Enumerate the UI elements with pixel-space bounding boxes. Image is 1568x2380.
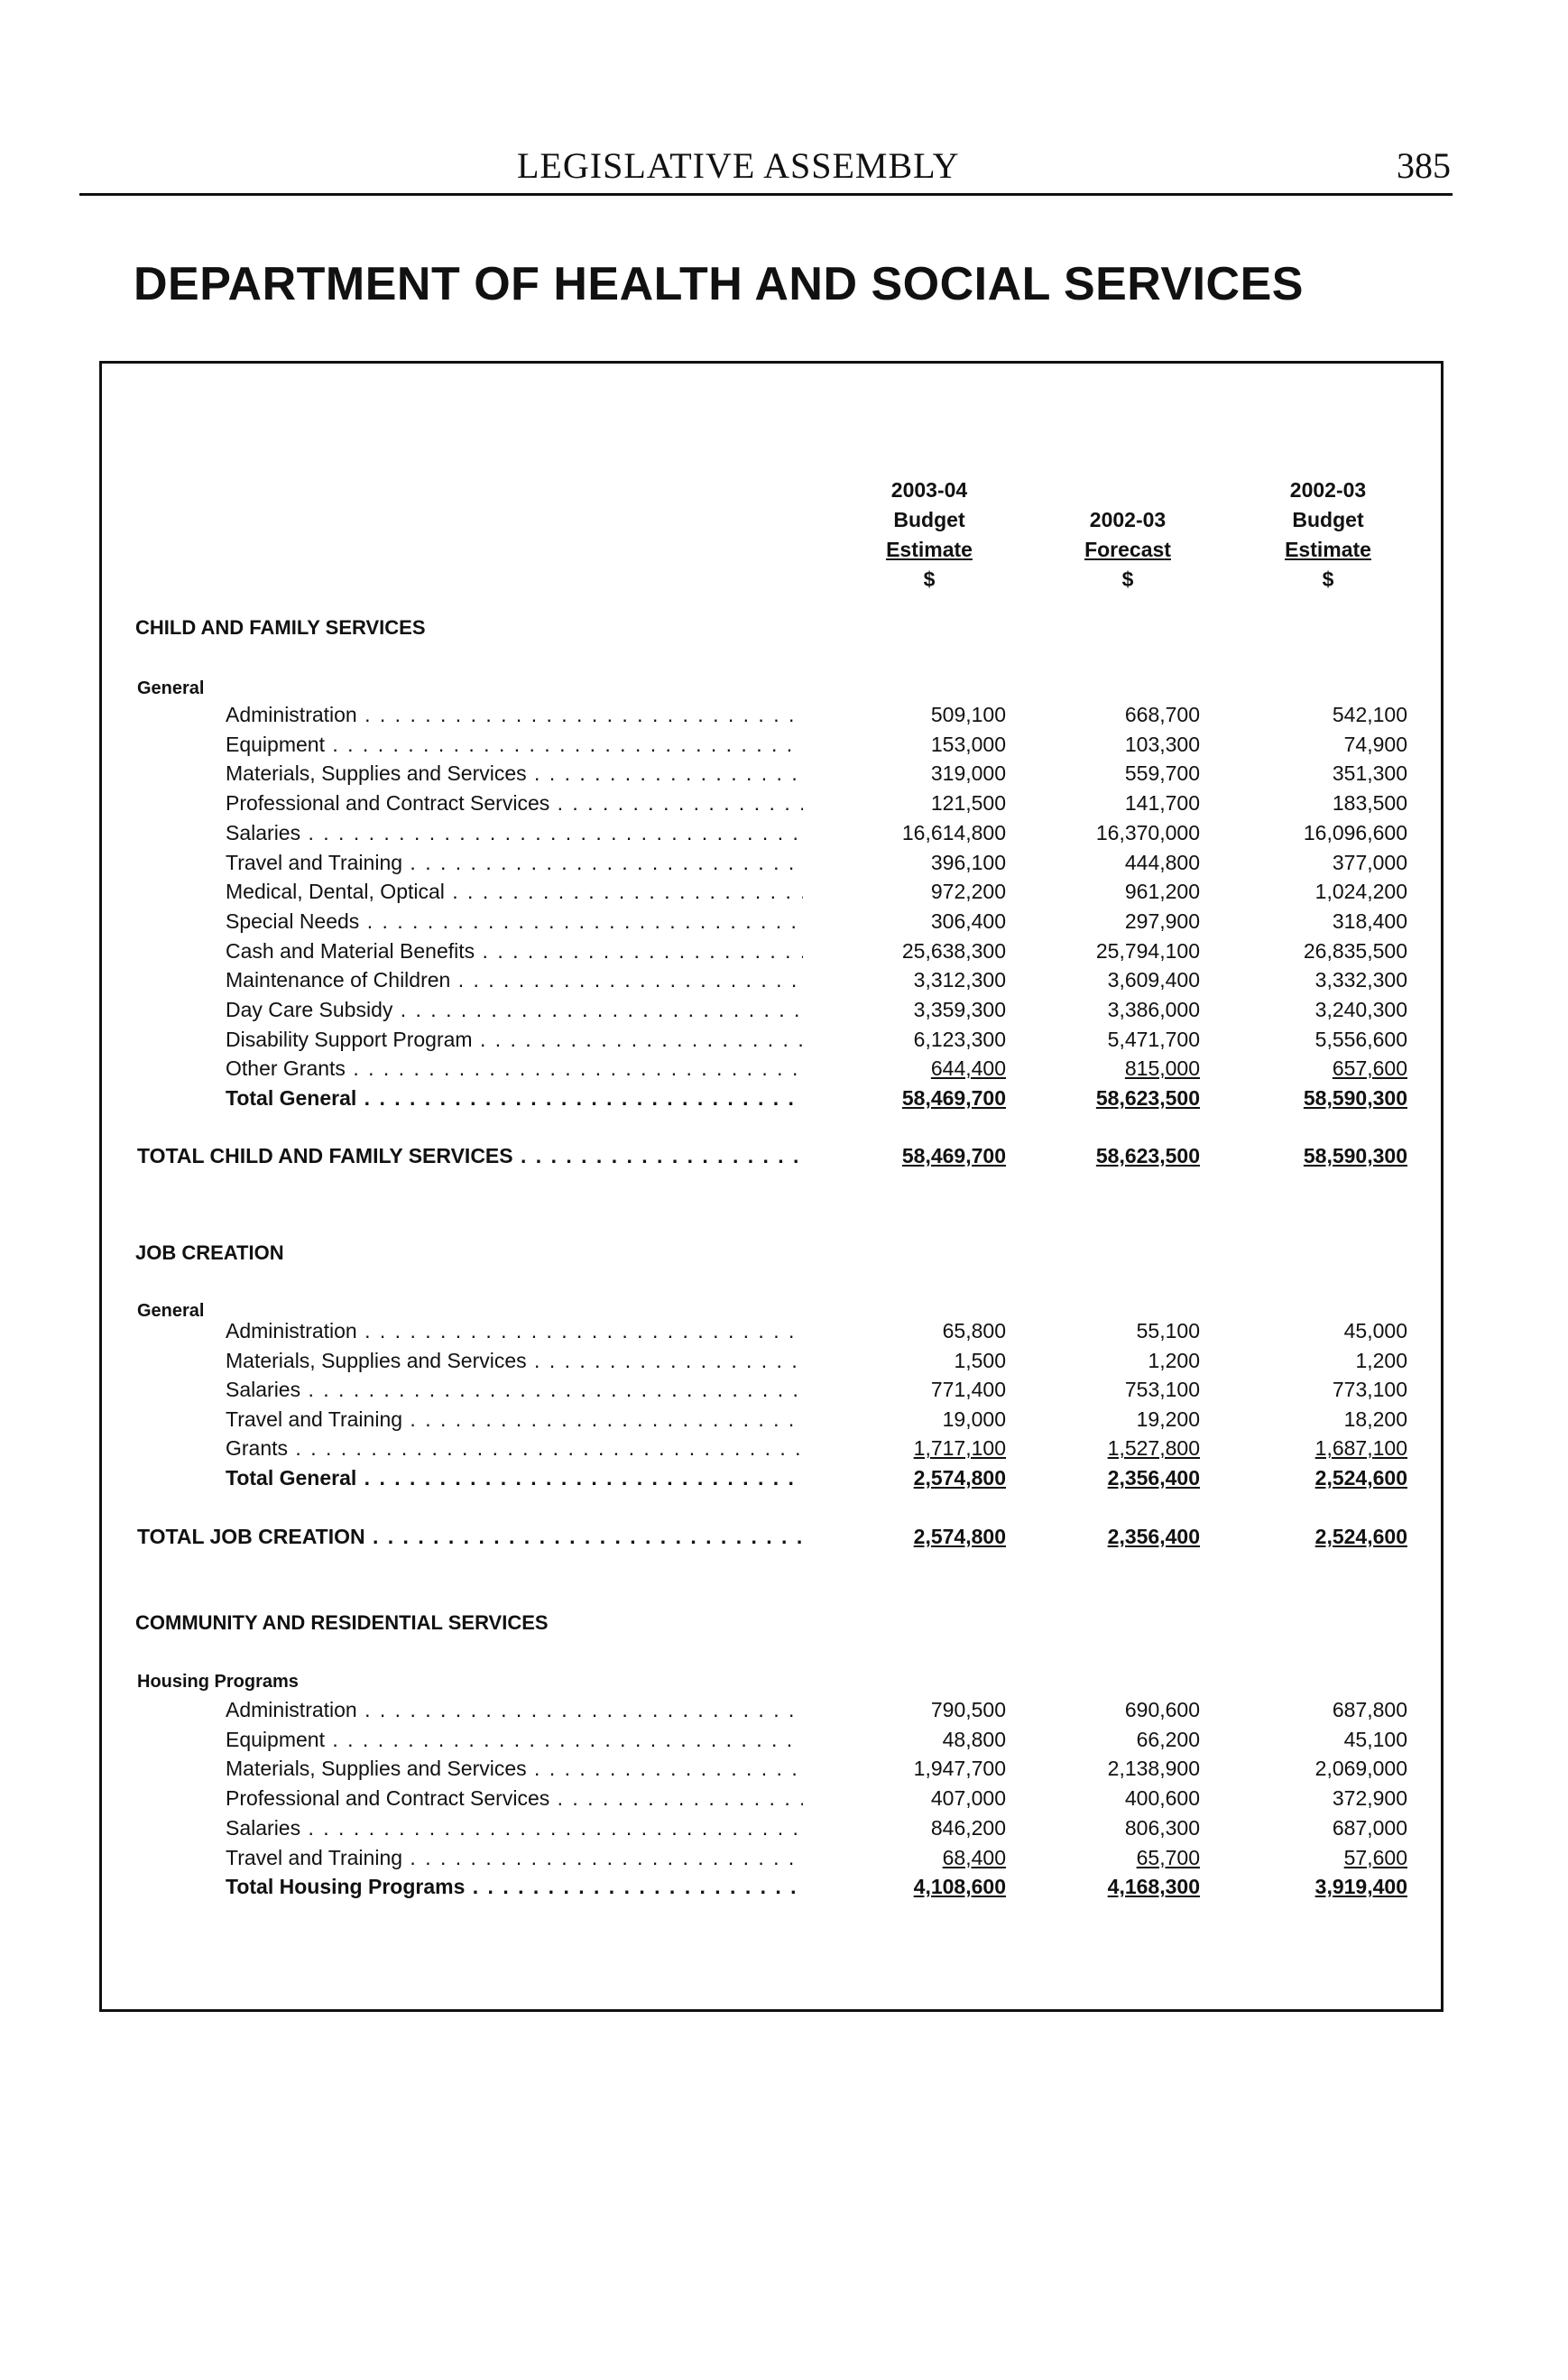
row-label: Administration . . . <box>226 1319 803 1343</box>
row-value-col2: 690,600 <box>1124 1698 1200 1721</box>
row-value-col2: 103,300 <box>1124 732 1200 756</box>
grand-total-label: TOTAL JOB CREATION . . . <box>137 1525 803 1549</box>
row-value-col1: 1,947,700 <box>913 1757 1006 1781</box>
row-value-col3: 5,556,600 <box>1314 1027 1407 1051</box>
row-label: Special Needs . . . <box>226 909 803 934</box>
row-value-col2: 16,370,000 <box>1095 820 1200 844</box>
column-header-type: 2002-03 <box>1089 508 1167 531</box>
row-value-col2: 5,471,700 <box>1107 1027 1200 1051</box>
row-label: Maintenance of Children . . . <box>226 968 803 992</box>
column-header-kind: Estimate <box>886 538 973 561</box>
row-value-col2: 1,200 <box>1148 1348 1200 1372</box>
row-value-col1: 3,359,300 <box>913 998 1006 1021</box>
row-value-col1: 2,574,800 <box>913 1466 1006 1490</box>
table-row <box>0 909 1568 939</box>
row-label: Administration . . . <box>226 1698 803 1722</box>
row-value-col1: 319,000 <box>930 761 1006 786</box>
grand-total-value-col1: 58,469,700 <box>901 1144 1006 1167</box>
grand-total-value-col1: 2,574,800 <box>913 1525 1006 1548</box>
row-value-col3: 657,600 <box>1332 1056 1407 1081</box>
row-value-col3: 687,800 <box>1332 1698 1407 1721</box>
table-total-row <box>0 1875 1568 1905</box>
table-row <box>0 1378 1568 1407</box>
column-header-kind: Forecast <box>1084 538 1171 561</box>
row-value-col3: 1,024,200 <box>1314 880 1407 904</box>
row-label: Total General . . . <box>226 1466 803 1490</box>
row-label: Salaries . . . <box>226 821 803 845</box>
row-value-col2: 297,900 <box>1124 909 1200 933</box>
row-value-col1: 6,123,300 <box>913 1027 1006 1051</box>
row-value-col2: 19,200 <box>1136 1407 1200 1431</box>
row-value-col1: 65,800 <box>942 1319 1006 1342</box>
row-value-col3: 58,590,300 <box>1303 1086 1407 1111</box>
table-row <box>0 1028 1568 1057</box>
row-value-col1: 58,469,700 <box>901 1086 1006 1111</box>
column-header-1 <box>821 475 1038 595</box>
grand-total-row <box>0 1144 1568 1174</box>
row-value-col3: 57,600 <box>1343 1845 1407 1869</box>
row-value-col3: 377,000 <box>1332 850 1407 874</box>
row-value-col1: 121,500 <box>930 791 1006 816</box>
table-total-row <box>0 1466 1568 1496</box>
row-value-col2: 141,700 <box>1124 791 1200 816</box>
table-row <box>0 1436 1568 1466</box>
row-label: Day Care Subsidy . . . <box>226 998 803 1022</box>
row-value-col1: 48,800 <box>942 1727 1006 1751</box>
row-value-col2: 2,356,400 <box>1107 1466 1200 1490</box>
row-value-col1: 16,614,800 <box>901 820 1006 844</box>
running-head <box>79 143 1453 196</box>
row-value-col1: 771,400 <box>930 1378 1006 1402</box>
column-header-unit: $ <box>923 567 936 591</box>
table-row <box>0 968 1568 998</box>
row-value-col3: 687,000 <box>1332 1815 1407 1840</box>
column-header-3 <box>1220 475 1436 595</box>
table-row <box>0 821 1568 851</box>
row-value-col2: 961,200 <box>1124 880 1200 904</box>
column-header-unit: $ <box>1322 567 1334 591</box>
row-label: Materials, Supplies and Services . . . <box>226 761 803 786</box>
row-value-col2: 559,700 <box>1124 761 1200 786</box>
group-title-housing-programs: Housing Programs <box>137 1672 299 1692</box>
row-value-col2: 806,300 <box>1124 1815 1200 1840</box>
row-value-col3: 74,900 <box>1343 732 1407 756</box>
grand-total-value-col3: 2,524,600 <box>1314 1525 1407 1548</box>
table-row <box>0 998 1568 1028</box>
row-value-col1: 306,400 <box>930 909 1006 933</box>
table-row <box>0 1407 1568 1437</box>
row-value-col3: 16,096,600 <box>1303 820 1407 844</box>
row-value-col2: 55,100 <box>1136 1319 1200 1342</box>
table-row <box>0 1816 1568 1846</box>
row-value-col2: 4,168,300 <box>1107 1875 1200 1899</box>
row-value-col3: 1,200 <box>1355 1348 1407 1372</box>
column-header-year: 2003-04 <box>890 478 968 502</box>
row-value-col3: 372,900 <box>1332 1786 1407 1811</box>
row-label: Travel and Training . . . <box>226 851 803 875</box>
row-value-col2: 2,138,900 <box>1107 1757 1200 1781</box>
page-title: DEPARTMENT OF HEALTH AND SOCIAL SERVICES <box>134 258 1304 310</box>
row-value-col3: 18,200 <box>1343 1407 1407 1431</box>
table-row <box>0 880 1568 909</box>
row-value-col3: 1,687,100 <box>1314 1436 1407 1461</box>
table-row <box>0 1757 1568 1786</box>
row-value-col2: 66,200 <box>1136 1727 1200 1751</box>
column-header-kind: Estimate <box>1285 538 1371 561</box>
row-label: Materials, Supplies and Services . . . <box>226 1757 803 1781</box>
row-value-col2: 400,600 <box>1124 1786 1200 1811</box>
row-value-col3: 318,400 <box>1332 909 1407 933</box>
table-row <box>0 791 1568 821</box>
grand-total-row <box>0 1525 1568 1554</box>
row-value-col3: 542,100 <box>1332 703 1407 726</box>
row-value-col1: 1,717,100 <box>913 1436 1006 1461</box>
row-value-col3: 3,919,400 <box>1314 1875 1407 1899</box>
table-row <box>0 1319 1568 1349</box>
row-value-col2: 444,800 <box>1124 850 1200 874</box>
row-value-col3: 2,069,000 <box>1314 1757 1407 1781</box>
row-value-col2: 3,386,000 <box>1107 998 1200 1021</box>
page-number: 385 <box>1397 145 1451 186</box>
table-row <box>0 761 1568 791</box>
row-value-col1: 4,108,600 <box>913 1875 1006 1899</box>
row-value-col3: 2,524,600 <box>1314 1466 1407 1490</box>
row-value-col3: 773,100 <box>1332 1378 1407 1402</box>
row-value-col3: 3,240,300 <box>1314 998 1407 1021</box>
row-label: Disability Support Program . . . <box>226 1028 803 1052</box>
table-total-row <box>0 1086 1568 1116</box>
column-header-year <box>1019 475 1236 505</box>
row-value-col1: 19,000 <box>942 1407 1006 1431</box>
row-label: Materials, Supplies and Services . . . <box>226 1349 803 1373</box>
row-value-col1: 1,500 <box>954 1348 1006 1372</box>
row-value-col3: 351,300 <box>1332 761 1407 786</box>
row-value-col2: 753,100 <box>1124 1378 1200 1402</box>
table-row <box>0 1846 1568 1876</box>
running-title: LEGISLATIVE ASSEMBLY <box>517 145 960 186</box>
row-label: Salaries . . . <box>226 1816 803 1840</box>
column-header-type: Budget <box>893 508 965 531</box>
grand-total-value-col3: 58,590,300 <box>1303 1144 1407 1167</box>
row-value-col3: 45,100 <box>1343 1727 1407 1751</box>
row-value-col1: 509,100 <box>930 703 1006 726</box>
row-value-col3: 3,332,300 <box>1314 968 1407 992</box>
group-title-general: General <box>137 1301 205 1321</box>
table-row <box>0 1728 1568 1757</box>
section-title-job-creation: JOB CREATION <box>135 1241 284 1264</box>
table-row <box>0 851 1568 881</box>
table-row <box>0 1056 1568 1086</box>
row-label: Salaries . . . <box>226 1378 803 1402</box>
table-row <box>0 939 1568 969</box>
table-row <box>0 1349 1568 1379</box>
row-label: Grants . . . <box>226 1436 803 1461</box>
row-value-col2: 3,609,400 <box>1107 968 1200 992</box>
row-value-col2: 815,000 <box>1124 1056 1200 1081</box>
row-value-col2: 65,700 <box>1136 1845 1200 1869</box>
row-value-col1: 153,000 <box>930 732 1006 756</box>
row-label: Administration . . . <box>226 703 803 727</box>
row-value-col1: 790,500 <box>930 1698 1006 1721</box>
row-label: Professional and Contract Services . . . <box>226 791 803 816</box>
table-row <box>0 703 1568 733</box>
row-label: Travel and Training . . . <box>226 1846 803 1870</box>
column-header-2 <box>1019 475 1236 595</box>
section-title-child-family: CHILD AND FAMILY SERVICES <box>135 616 426 639</box>
table-row <box>0 1786 1568 1816</box>
row-value-col1: 3,312,300 <box>913 968 1006 992</box>
grand-total-label: TOTAL CHILD AND FAMILY SERVICES . . . <box>137 1144 803 1168</box>
row-label: Other Grants . . . <box>226 1056 803 1081</box>
row-value-col1: 396,100 <box>930 850 1006 874</box>
row-value-col1: 68,400 <box>942 1845 1006 1869</box>
section-title-community-residential: COMMUNITY AND RESIDENTIAL SERVICES <box>135 1611 549 1634</box>
row-value-col2: 668,700 <box>1124 703 1200 726</box>
table-row <box>0 1698 1568 1728</box>
row-label: Equipment . . . <box>226 1728 803 1752</box>
row-value-col1: 644,400 <box>930 1056 1006 1081</box>
column-header-type: Budget <box>1292 508 1364 531</box>
column-header-unit: $ <box>1121 567 1134 591</box>
table-row <box>0 733 1568 762</box>
column-header-year: 2002-03 <box>1289 478 1367 502</box>
row-value-col3: 26,835,500 <box>1303 938 1407 963</box>
row-value-col1: 407,000 <box>930 1786 1006 1811</box>
grand-total-value-col2: 2,356,400 <box>1107 1525 1200 1548</box>
row-value-col3: 45,000 <box>1343 1319 1407 1342</box>
row-label: Professional and Contract Services . . . <box>226 1786 803 1811</box>
row-label: Total General . . . <box>226 1086 803 1111</box>
row-value-col1: 25,638,300 <box>901 938 1006 963</box>
group-title-general: General <box>137 678 205 698</box>
row-label: Travel and Training . . . <box>226 1407 803 1432</box>
row-value-col2: 25,794,100 <box>1095 938 1200 963</box>
row-value-col2: 1,527,800 <box>1107 1436 1200 1461</box>
row-value-col1: 846,200 <box>930 1815 1006 1840</box>
row-value-col1: 972,200 <box>930 880 1006 904</box>
row-value-col2: 58,623,500 <box>1095 1086 1200 1111</box>
row-label: Medical, Dental, Optical . . . <box>226 880 803 904</box>
grand-total-value-col2: 58,623,500 <box>1095 1144 1200 1167</box>
row-value-col3: 183,500 <box>1332 791 1407 816</box>
row-label: Total Housing Programs . . . <box>226 1875 803 1899</box>
row-label: Cash and Material Benefits . . . <box>226 939 803 964</box>
row-label: Equipment . . . <box>226 733 803 757</box>
